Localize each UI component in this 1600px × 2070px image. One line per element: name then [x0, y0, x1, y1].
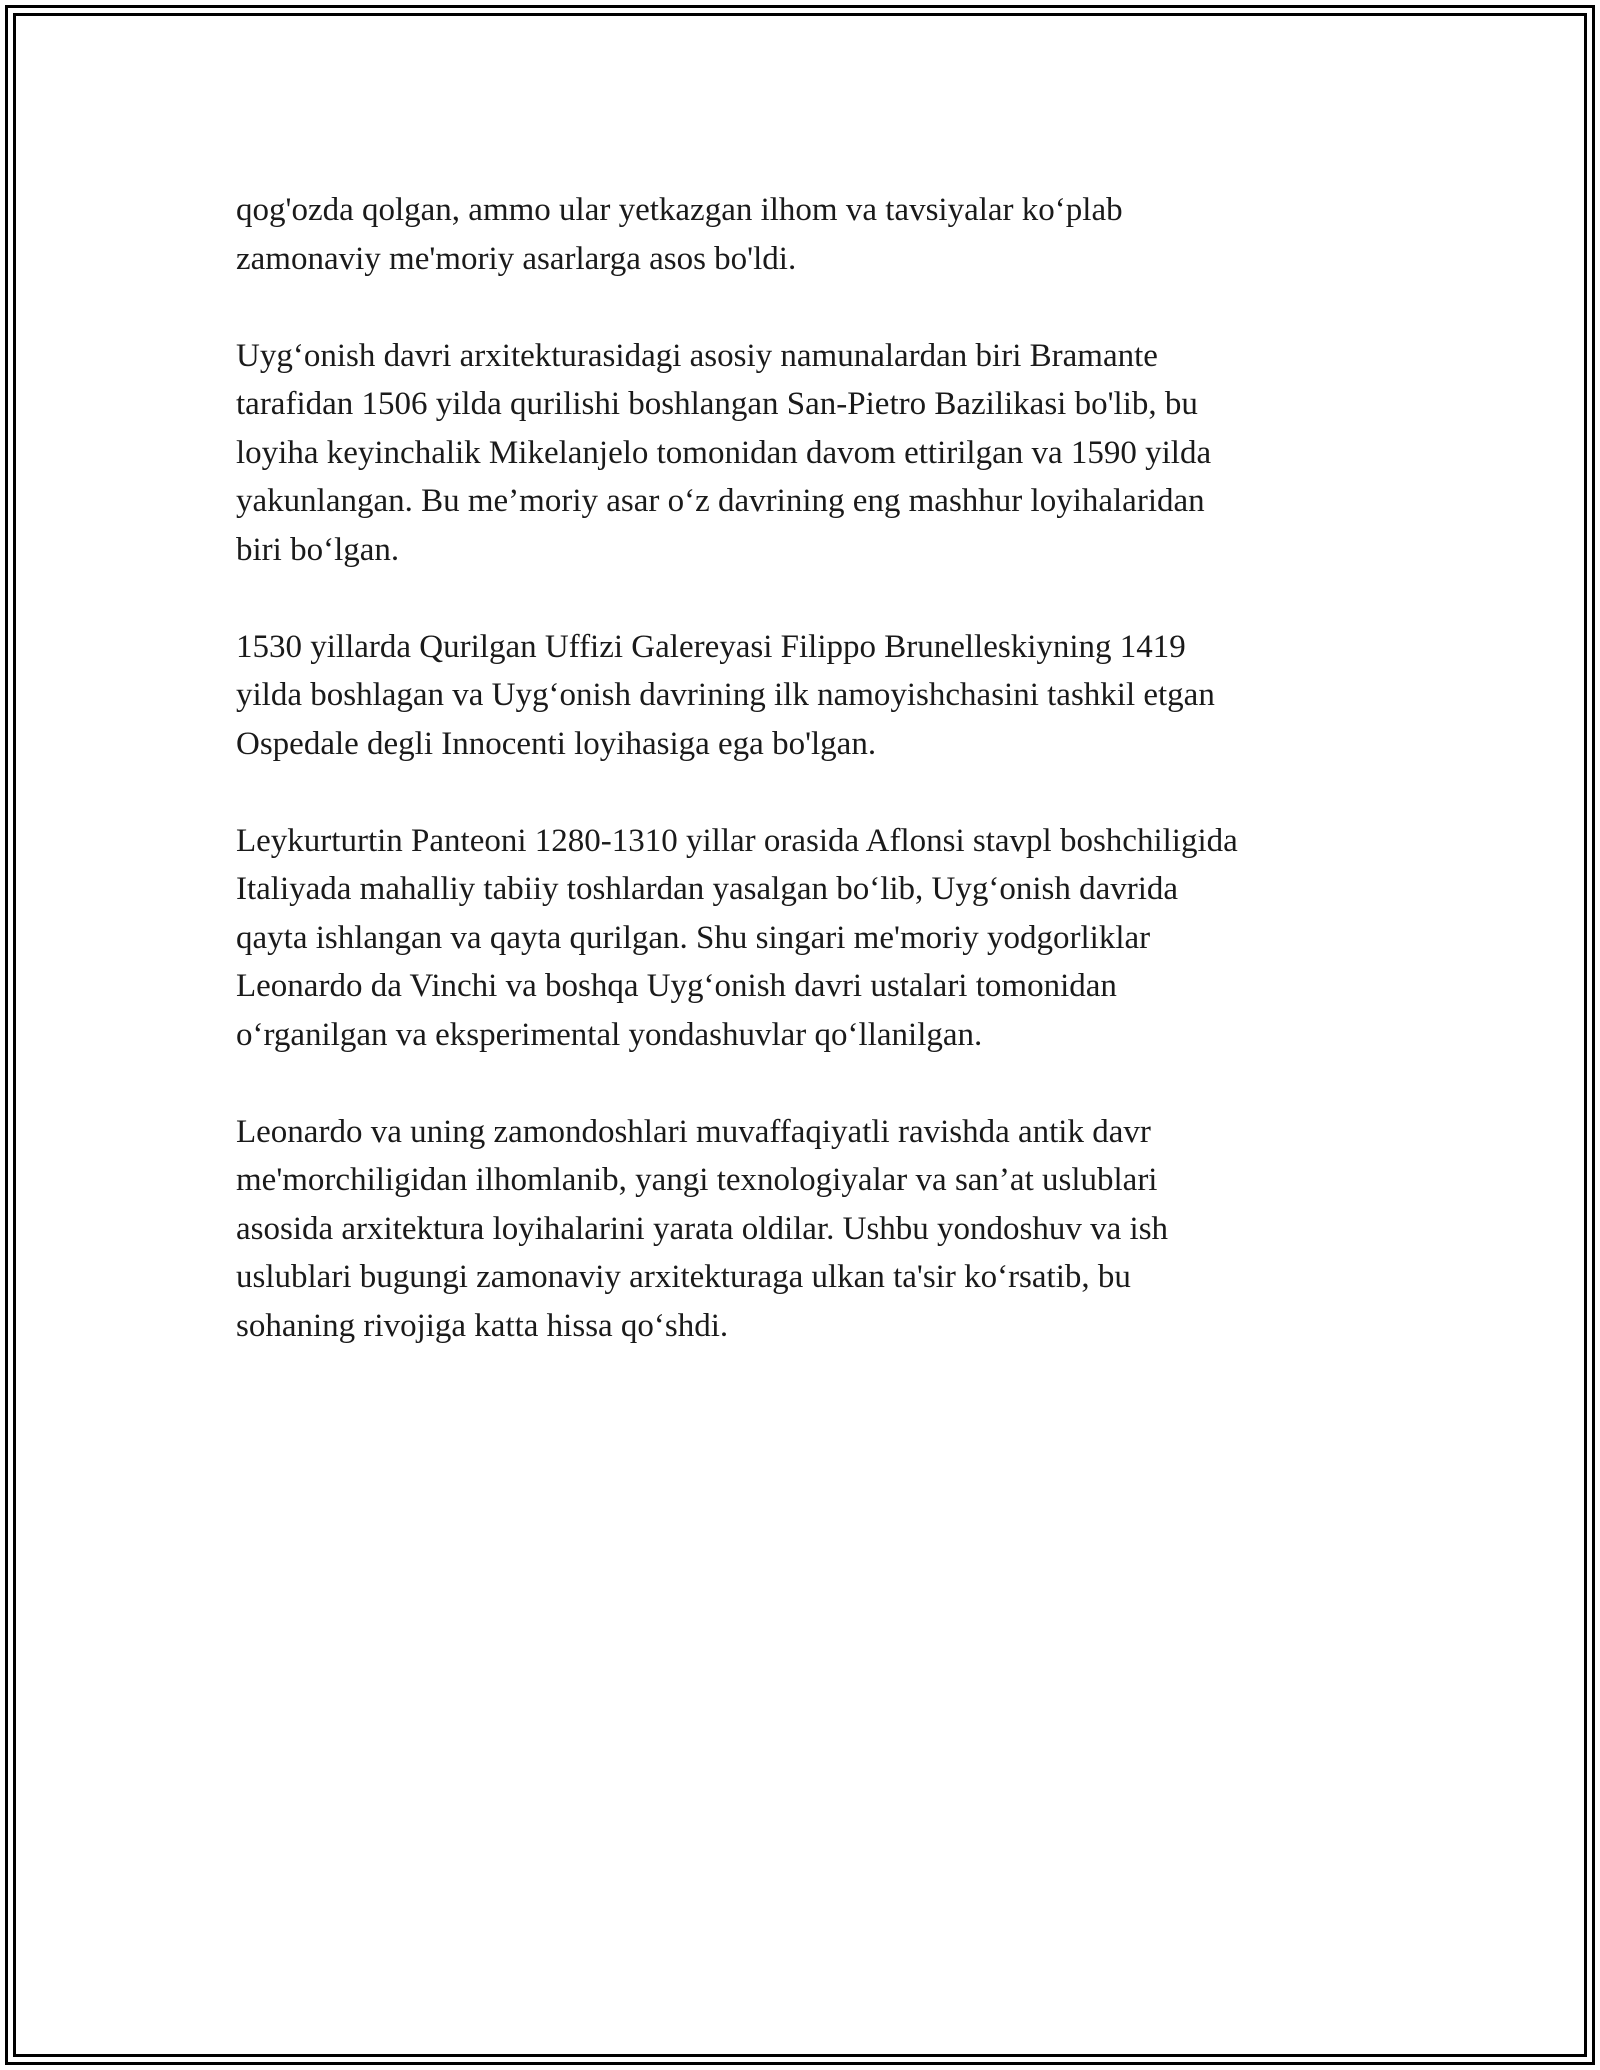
document-body [236, 186, 1366, 1399]
paragraph-2: Uyg‘onish davri arxitekturasidagi asosiy namunalardan biri Bramante tarafidan 1506 yilda qurilishi boshlangan San-Pietro Bazilikasi bo'lib, bu loyiha keyinchalik Mikelanjelo tomonidan davom ettirilgan va 1590 yilda yakunlangan. Bu me’moriy asar o‘z davrining eng mashhur loyihalaridan biri bo‘lgan. [236, 337, 1212, 568]
paragraph-4: Leykurturtin Panteoni 1280-1310 yillar orasida Aflonsi stavpl boshchiligida Italiyada mahalliy tabiiy toshlardan yasalgan bo‘lib, Uyg‘onish davrida qayta ishlangan va qayta qurilgan. Shu singari me'moriy yodgorliklar Leonardo da Vinchi va boshqa Uyg‘onish davri ustalari tomonidan o‘rganilgan va eksperimental yondashuvlar qo‘llanilgan. [236, 822, 1238, 1053]
paragraph-3: 1530 yillarda Qurilgan Uffizi Galereyasi Filippo Brunelleskiyning 1419 yilda boshlagan va Uyg‘onish davrining ilk namoyishchasini tashkil etgan Ospedale degli Innocenti loyihasiga ega bo'lgan. [236, 628, 1215, 762]
paragraph-5: Leonardo va uning zamondoshlari muvaffaqiyatli ravishda antik davr me'morchiligidan ilhomlanib, yangi texnologiyalar va san’at uslublari asosida arxitektura loyihalarini yarata oldilar. Ushbu yondoshuv va ish uslublari bugungi zamonaviy arxitekturaga ulkan ta'sir ko‘rsatib, bu sohaning rivojiga katta hissa qo‘shdi. [236, 1113, 1169, 1344]
paragraph-1: qog'ozda qolgan, ammo ular yetkazgan ilhom va tavsiyalar ko‘plab zamonaviy me'moriy asarlarga asos bo'ldi. [236, 192, 1123, 277]
